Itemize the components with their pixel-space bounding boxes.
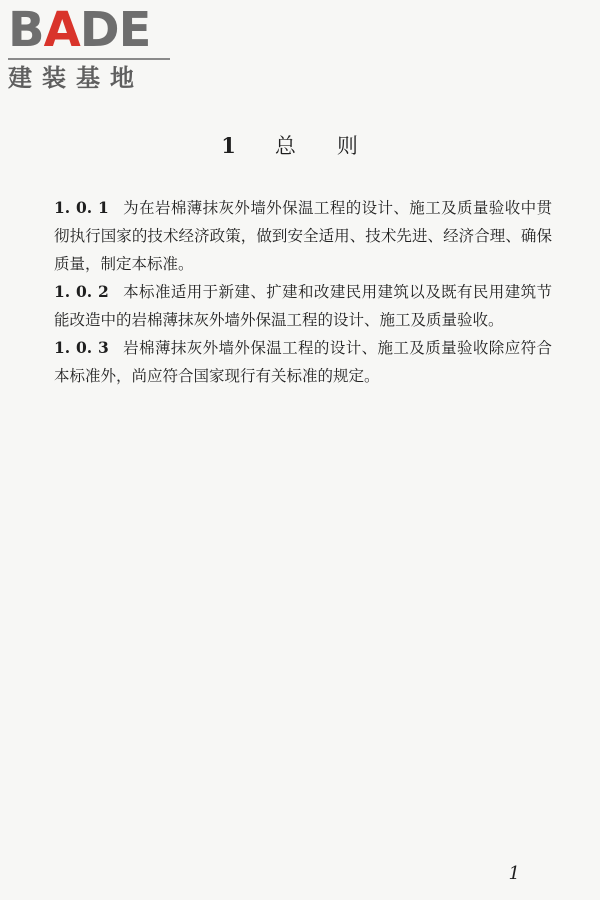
- clause: [54, 334, 552, 390]
- chapter-title: [0, 130, 600, 160]
- clause: [54, 194, 552, 278]
- clause-number: 1. 0. 3: [54, 338, 109, 357]
- page-number: 1: [508, 863, 520, 884]
- clause-number: 1. 0. 1: [54, 198, 109, 217]
- clause: [54, 278, 552, 334]
- logo: [8, 2, 176, 92]
- chapter-title-char-2: 则: [336, 134, 359, 158]
- chapter-number: 1: [221, 133, 237, 158]
- clause-number: 1. 0. 2: [54, 282, 109, 301]
- clause-text: 为在岩棉薄抹灰外墙外保温工程的设计、施工及质量验收中贯彻执行国家的技术经济政策，做到安全适用、技术先进、经济合理、确保质量，制定本标准。: [54, 199, 552, 273]
- logo-divider: [8, 58, 170, 60]
- logo-mark: [8, 2, 176, 58]
- logo-letter-b: B: [8, 2, 44, 58]
- clause-list: [54, 194, 552, 390]
- clause-text: 岩棉薄抹灰外墙外保温工程的设计、施工及质量验收除应符合本标准外，尚应符合国家现行有关标准的规定。: [54, 339, 552, 385]
- clause-text: 本标准适用于新建、扩建和改建民用建筑以及既有民用建筑节能改造中的岩棉薄抹灰外墙外保温工程的设计、施工及质量验收。: [54, 283, 552, 329]
- logo-subtitle: 建装基地: [8, 64, 144, 92]
- chapter-title-char-1: 总: [274, 134, 297, 158]
- logo-letters-de: DE: [79, 2, 151, 58]
- logo-letter-a-accent: A: [43, 2, 80, 58]
